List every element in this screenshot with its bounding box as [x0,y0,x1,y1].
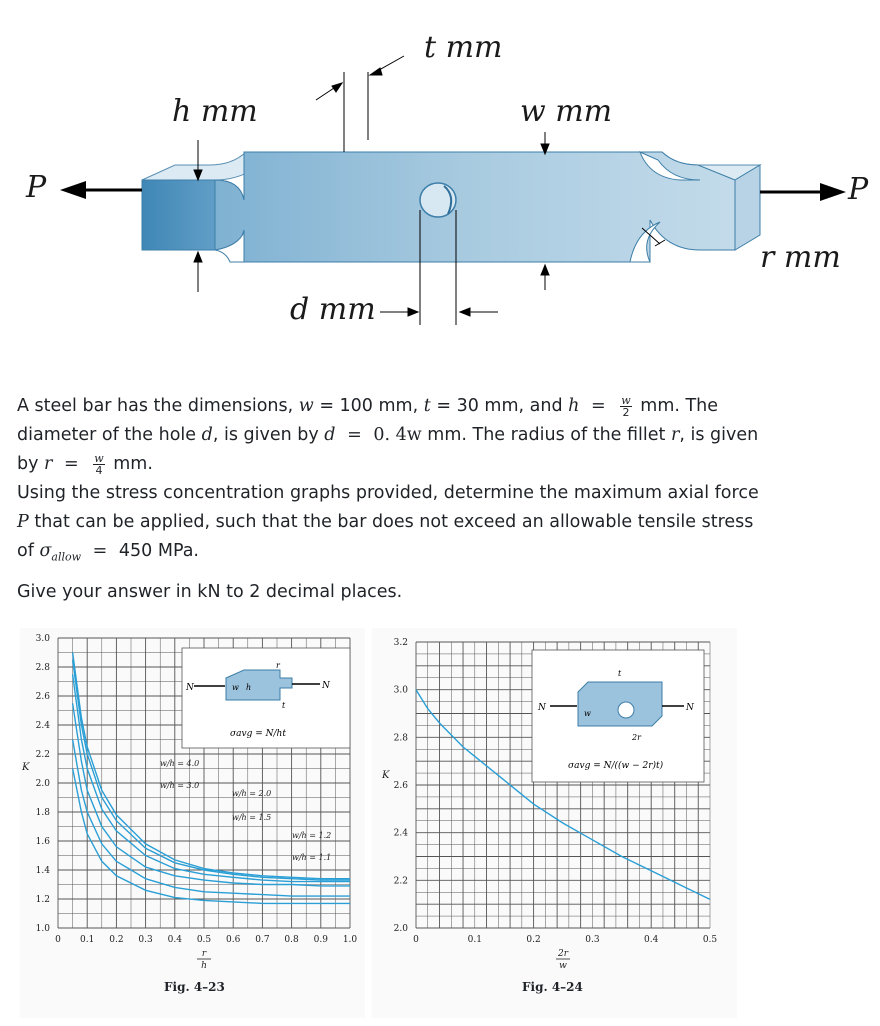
x-tick-label: 0.8 [284,935,299,945]
var-d: d [201,425,213,445]
inset-n-right: N [322,681,330,691]
x-tick-label: 0.6 [226,935,241,945]
expr-0.4w: 0. 4w [373,425,422,445]
label-h: h mm [172,94,258,129]
text: , is given by [212,425,319,445]
frac-den: 4 [95,463,103,477]
x-tick-label: 0.1 [467,935,482,945]
figure-4-24 [372,628,737,1018]
fig24-caption: Fig. 4–24 [522,980,583,994]
inset-t: t [618,669,622,678]
ratio-label: w/h = 1.5 [232,813,272,822]
inset-hole [618,702,634,718]
y-tick-label: 2.4 [35,721,50,731]
inset-t: t [282,701,286,710]
inset-n-left: N [538,703,546,713]
text: Using the stress concentration graphs provided, determine the maximum axial force [17,483,759,503]
y-tick-label: 1.2 [35,895,50,905]
fraction-w-over-4 [93,453,104,476]
x-axis-label-den: w [559,961,567,971]
problem-line-2 [17,421,867,450]
text: mm. The [640,396,719,416]
y-tick-label: 3.0 [35,634,50,644]
equals: = [92,541,108,561]
label-p-left: P [26,170,47,205]
text: mm. [113,454,153,474]
inset-2r: 2r [632,733,641,742]
x-tick-label: 0.7 [255,935,270,945]
x-axis-label-num: 2r [557,949,569,959]
y-tick-label: 2.2 [393,876,408,887]
y-tick-label: 2.6 [393,781,408,791]
sigma: σ [39,541,52,561]
inset-n-right: N [686,703,694,713]
x-tick-label: 0.2 [526,935,541,945]
x-tick-label: 0.4 [167,935,182,945]
y-axis-label: K [382,770,390,781]
inset-r: r [276,661,280,670]
text: that can be applied, such that the bar does not exceed an allowable tensile stress [34,512,754,532]
figure-4-23-chart [20,628,365,1018]
equals: = [591,396,606,416]
fraction-w-over-2 [620,395,631,418]
inset-w: w [232,683,239,692]
text: 450 MPa. [118,541,199,561]
text: diameter of the hole [17,425,197,445]
x-tick-label: 0.3 [138,935,153,945]
y-tick-label: 1.6 [35,837,50,847]
bar-right-face [735,165,760,250]
label-t: t mm [424,30,503,65]
force-arrow-right [760,183,846,201]
y-tick-label: 2.6 [35,692,50,702]
x-tick-label: 0 [55,935,61,945]
y-tick-label: 2.2 [35,750,50,760]
text: A steel bar has the dimensions, [17,396,294,416]
inset-formula: σavg = N/ht [230,729,286,739]
var-r: r [670,425,680,445]
figure-4-23 [20,628,365,1018]
x-tick-label: 0 [413,935,419,945]
frac-num: w [94,451,104,465]
problem-line-1 [17,392,867,421]
var-r: r [44,454,53,474]
text: = 30 mm, and [436,396,563,416]
y-tick-label: 1.0 [35,924,50,934]
fig23-caption: Fig. 4–23 [164,980,225,994]
x-tick-label: 0.9 [313,935,328,945]
x-tick-label: 0.1 [80,935,95,945]
text: of [17,541,34,561]
frac-den: 2 [622,405,630,419]
var-h: h [568,396,580,416]
label-d: d mm [290,292,376,327]
var-w: w [298,396,314,416]
inset-w: w [584,709,591,718]
problem-line-5 [17,508,867,537]
ratio-label: w/h = 3.0 [160,781,200,790]
inset-n-left: N [186,683,194,693]
x-tick-label: 0.5 [702,935,718,945]
y-tick-label: 3.2 [393,638,408,648]
problem-statement [17,392,867,572]
x-tick-label: 1.0 [342,935,358,945]
dimension-t [316,56,404,152]
var-p: P [17,512,29,532]
answer-instruction: Give your answer in kN to 2 decimal places. [17,582,403,602]
ratio-label: w/h = 2.0 [232,789,272,798]
y-tick-label: 2.0 [393,924,408,934]
text: , is given [679,425,759,445]
figure-4-24-chart [372,628,737,1018]
y-tick-label: 2.4 [393,828,408,839]
force-arrow-left [60,181,142,199]
y-tick-label: 2.0 [35,779,50,789]
inset-h: h [246,683,252,692]
y-axis-label: K [22,762,30,773]
label-w: w mm [520,94,613,129]
problem-line-6 [17,537,867,572]
x-tick-label: 0.4 [644,935,659,945]
var-t: t [423,396,431,416]
y-tick-label: 2.8 [35,663,50,673]
var-d: d [324,425,336,445]
x-axis-label-den: h [201,961,207,971]
label-p-right: P [848,172,869,207]
x-tick-label: 0.2 [109,935,124,945]
text: mm. The radius of the fillet [427,425,666,445]
y-tick-label: 1.4 [35,866,50,876]
ratio-label: w/h = 1.1 [292,853,332,862]
y-tick-label: 3.0 [393,685,408,696]
equals: = [347,425,362,445]
x-axis-label-num: r [201,949,207,959]
label-r: r mm [760,240,841,275]
sigma-subscript: allow [51,550,82,564]
inset-formula: σavg = N/((w − 2r)t) [568,761,664,771]
sigma-allow [39,541,82,564]
text: by [17,454,39,474]
frac-num: w [621,393,631,407]
problem-line-4 [17,479,867,508]
y-tick-label: 2.8 [393,733,408,744]
x-tick-label: 0.5 [196,935,212,945]
ratio-label: w/h = 4.0 [160,759,200,768]
x-tick-label: 0.3 [585,935,600,945]
problem-line-3 [17,450,867,479]
text: = 100 mm, [319,396,419,416]
y-tick-label: 1.8 [35,808,50,818]
equals: = [64,454,79,474]
ratio-label: w/h = 1.2 [292,831,332,840]
